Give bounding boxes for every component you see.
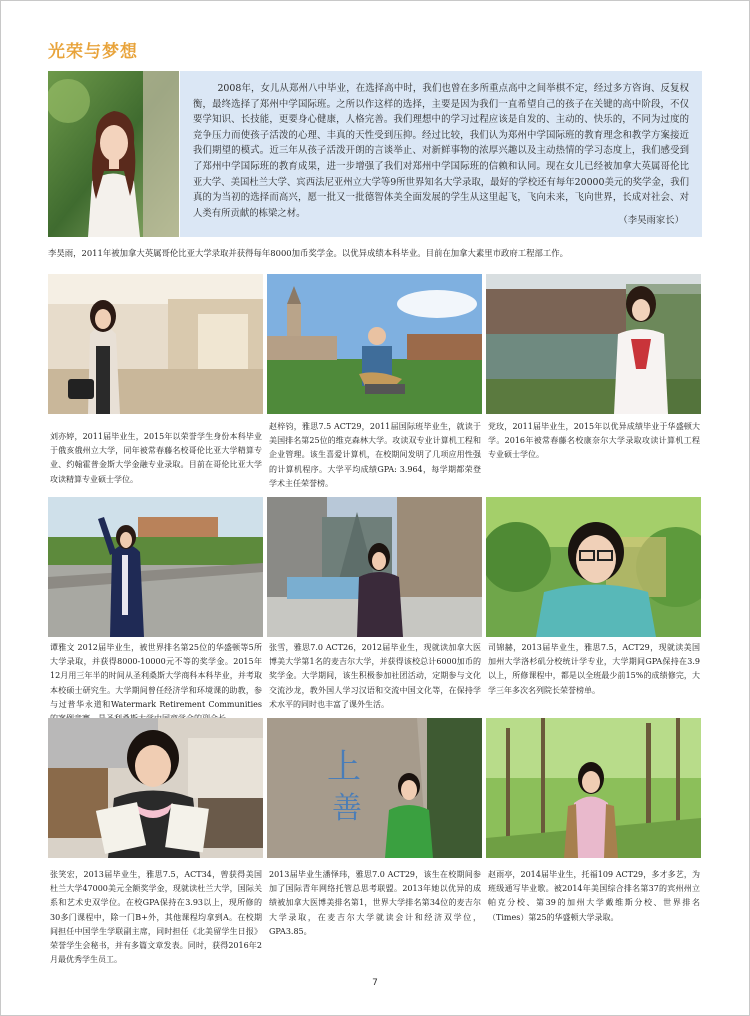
student-photo-9 [486, 718, 701, 858]
parent-testimonial-box [180, 71, 702, 237]
student-caption-6: 司锦赫，2013届毕业生，雅思7.5，ACT29，现就读美国加州大学洛杉矶分校统计学专业，大学期间GPA保持在3.9以上，所修课程中，都是以全班最少前15%的成绩修完，大学三年多次名列院长荣誉榜单。 [488, 643, 700, 695]
student-photo-6 [486, 497, 701, 637]
student-caption-2: 赵梓钧，雅思7.5 ACT29，2011届国际班毕业生，就读于美国排名第25位的维克森林大学。攻读双专业计算机工程和企业管理。该生喜爱计算机，在校期间发明了几项应用性强的计算机程序。大学平均成绩GPA: 3.964，每学期都荣登学术主任荣誉榜。 [269, 422, 481, 488]
portrait-caption: 李昊雨，2011年被加拿大英属哥伦比亚大学录取并获得每年8000加币奖学金。以优异成绩本科毕业。目前在加拿大素里市政府工程部工作。 [48, 248, 568, 258]
student-caption-3: 党玫，2011届毕业生，2015年以优异成绩毕业于华盛顿大学。2016年被常春藤名校康奈尔大学录取攻读计算机工程专业硕士学位。 [488, 422, 700, 460]
page-number: 7 [372, 978, 378, 988]
section-title: 光荣与梦想 [48, 42, 138, 62]
parent-testimonial-text: 2008年，女儿从郑州八中毕业，在选择高中时，我们也曾在多所重点高中之间举棋不定，经过多方咨询、反复权衡，最终选择了郑州中学国际班。之所以作这样的选择，主要是因为我们一直希望自己的孩子在关键的高中阶段，不仅要学知识、长技能，更要身心健康，人格完善。我们理想中的学习过程应该是自发的、主动的、快乐的，不同为过度的竞争压力而使孩子活泼的心理、丰真的天性受到压抑。经过比较，我们认为郑州中学国际班的教育理念和教学方案接近我们期望的模式。近三年从孩子活泼开朗的言谈举止、对新鲜事物的浓厚兴趣以及主动热情的学习态度上，我们感受到了郑州中学国际班的教育成果，进一步增强了我们对郑州中学国际班的信赖和认同。现在女儿已经被加拿大英属哥伦比亚大学、美国杜兰大学、宾西法尼亚州立大学等9所世界知名大学录取，最好的学校还有每年20000美元的奖学金，我们真的为当初的选择而高兴，愿一批又一批德智体美全面发展的学生从这里起飞，飞向未来，飞向世界，长成对社会、对人类有所贡献的栋梁之材。 [193, 83, 689, 219]
student-caption-5: 张雪，雅思7.0 ACT26，2012届毕业生，现就读加拿大医博美大学第1名的麦吉尔大学，并获得该校总计6000加币的奖学金。大学期间，该生积极参加社团活动，定期参与文化交流沙龙，教外国人学习汉语和交流中国文化等，在保持学术水平的同时也丰富了课外生活。 [269, 643, 481, 709]
svg-text:善: 善 [332, 791, 362, 826]
student-photo-1 [48, 274, 263, 414]
student-caption-1: 刘亦婷，2011届毕业生，2015年以荣誉学生身份本科毕业于俄亥俄州立大学，同年被常春藤名校哥伦比亚大学精算专业、约翰霍普金斯大学金融专业录取。目前在哥伦比亚大学攻读精算专业硕士学位。 [50, 432, 262, 484]
testimonial-signature: （李昊雨家长） [618, 215, 684, 226]
student-photo-8 [267, 718, 482, 858]
student-caption-4: 谭雅文 2012届毕业生，被世界排名第25位的华盛顿等5所大学录取，并获得8000-10000元不等的奖学金。2015年12月用三年半的时间从圣利桑斯大学商科本科毕业，并考取本校硕士研究生。大学期间曾任经济学和环境课的助教，参与过普华永道和Watermark Retirement Communities [50, 643, 262, 709]
student-photo-5 [267, 497, 482, 637]
student-caption-9: 赵雨亭，2014届毕业生，托福109 ACT29，多才多艺，为班级通写毕业歌。被2014年美国综合排名第37的宾州州立帕克分校、第39的加州大学戴维斯分校、世界排名（Times）第25的华盛顿大学录取。 [488, 870, 700, 922]
student-photo-4 [48, 497, 263, 637]
student-caption-7: 张笑宏，2013届毕业生，雅思7.5，ACT34，曾获得美国杜兰大学47000美元全额奖学金，现就读杜兰大学，国际关系和艺术史双学位。在校GPA保持在3.93以上，现所修的30多门课程中，除一门B+外，其他课程均拿到A。在校期间担任中国学生学联副主席，同时担任《北美留学生日报》荣誉学生会秘书，并有多篇文章发表。同时，获得2016年2月最优秀学生员工。 [50, 870, 262, 965]
portrait-photo-li-haoyu [48, 71, 179, 237]
student-photo-3 [486, 274, 701, 414]
student-photo-7 [48, 718, 263, 858]
svg-text:上: 上 [327, 747, 361, 787]
student-caption-8: 2013届毕业生潘怿玮，雅思7.0 ACT29，该生在校期间参加了国际青年网络托管总思考联盟。2013年她以优异的成绩被加拿大医博美排名第1，世界大学排名第34位的麦吉尔大学录取，在麦吉尔大学就读会计和经济双学位，GPA3.85。 [269, 870, 481, 936]
student-photo-2 [267, 274, 482, 414]
